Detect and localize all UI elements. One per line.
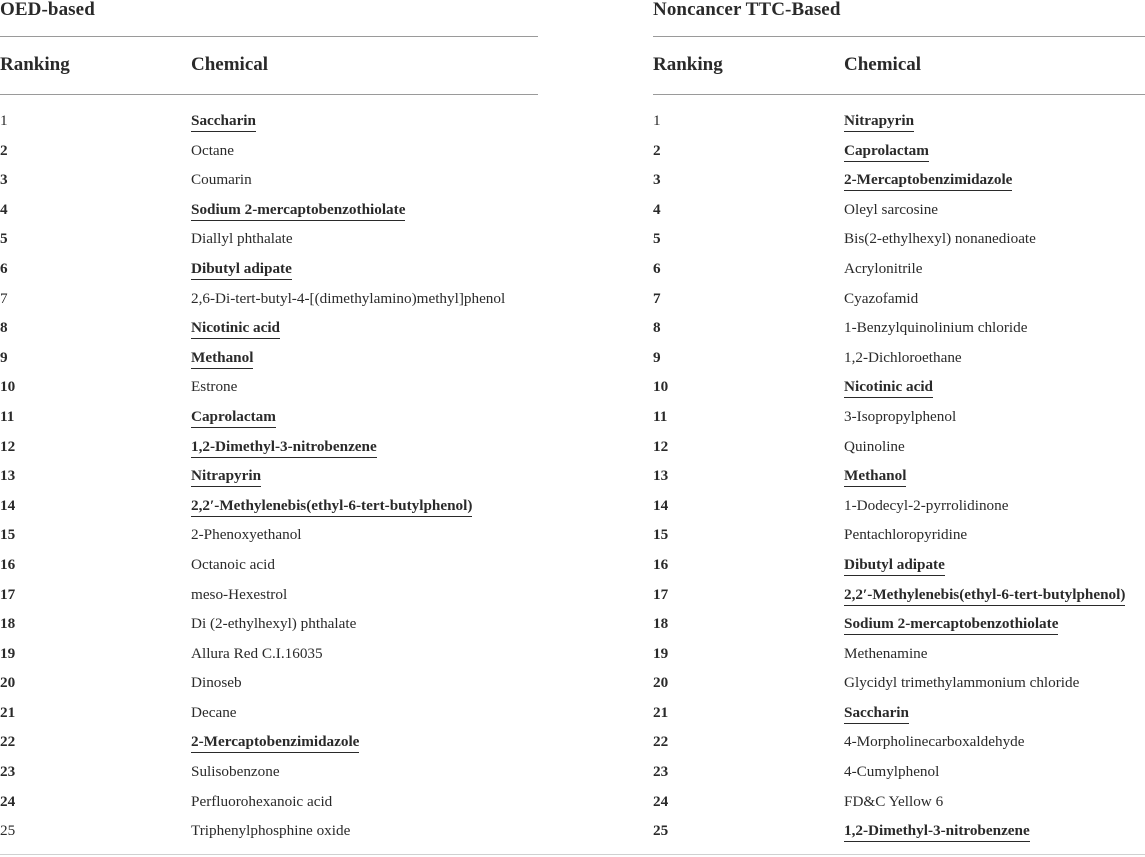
table-row bbox=[0, 610, 538, 640]
chemical-cell: Saccharin bbox=[844, 704, 909, 724]
chemical-cell: Caprolactam bbox=[191, 408, 276, 428]
rank-cell: 7 bbox=[653, 289, 661, 307]
chemical-cell: Nitrapyrin bbox=[844, 112, 914, 132]
rank-cell: 5 bbox=[653, 230, 661, 248]
chemical-cell: 1-Benzylquinolinium chloride bbox=[844, 319, 1028, 337]
chemical-cell: Perfluorohexanoic acid bbox=[191, 792, 333, 810]
chemical-cell: Sulisobenzone bbox=[191, 763, 280, 781]
table-row bbox=[653, 255, 1145, 285]
title-divider bbox=[653, 36, 1145, 37]
chemical-cell: 2-Mercaptobenzimidazole bbox=[844, 171, 1012, 191]
chemical-cell: 1,2-Dimethyl-3-nitrobenzene bbox=[844, 822, 1030, 842]
table-row bbox=[653, 521, 1145, 551]
rank-cell: 24 bbox=[0, 792, 16, 810]
chemical-cell: Glycidyl trimethylammonium chloride bbox=[844, 674, 1080, 692]
chemical-cell: Di (2-ethylhexyl) phthalate bbox=[191, 615, 357, 633]
rank-cell: 5 bbox=[0, 230, 8, 248]
rank-cell: 25 bbox=[0, 822, 16, 840]
chemical-cell: Caprolactam bbox=[844, 142, 929, 162]
rank-cell: 6 bbox=[653, 259, 661, 277]
table-row bbox=[653, 669, 1145, 699]
rank-cell: 8 bbox=[0, 319, 8, 337]
chemical-cell: Dibutyl adipate bbox=[191, 260, 292, 280]
table-row bbox=[0, 817, 538, 847]
rank-cell: 20 bbox=[0, 674, 16, 692]
chemical-cell: 2-Phenoxyethanol bbox=[191, 526, 302, 544]
table-row bbox=[0, 640, 538, 670]
chemical-cell: Oleyl sarcosine bbox=[844, 200, 939, 218]
chemical-cell: Dibutyl adipate bbox=[844, 556, 945, 576]
chemical-cell: Cyazofamid bbox=[844, 289, 919, 307]
chemical-cell: Coumarin bbox=[191, 171, 252, 189]
table-row bbox=[653, 699, 1145, 729]
rank-cell: 20 bbox=[653, 674, 669, 692]
table-row bbox=[0, 758, 538, 788]
table-row bbox=[653, 196, 1145, 226]
rank-cell: 16 bbox=[653, 555, 669, 573]
column-header-ranking: Ranking bbox=[0, 54, 70, 75]
table-row bbox=[0, 699, 538, 729]
chemical-cell: 4-Cumylphenol bbox=[844, 763, 940, 781]
table-row bbox=[0, 581, 538, 611]
chemical-cell: 2-Mercaptobenzimidazole bbox=[191, 733, 359, 753]
column-header-ranking: Ranking bbox=[653, 54, 723, 75]
table-row bbox=[0, 551, 538, 581]
rank-cell: 7 bbox=[0, 289, 8, 307]
table-row bbox=[0, 403, 538, 433]
chemical-cell: Octane bbox=[191, 141, 235, 159]
table-row bbox=[0, 728, 538, 758]
title-divider bbox=[0, 36, 538, 37]
section-title-ttc: Noncancer TTC-Based bbox=[653, 0, 841, 20]
table-row bbox=[653, 581, 1145, 611]
section-title-oed: OED-based bbox=[0, 0, 95, 20]
rank-cell: 1 bbox=[0, 112, 8, 129]
rank-cell: 18 bbox=[0, 615, 16, 633]
rank-cell: 10 bbox=[0, 378, 16, 396]
rank-cell: 11 bbox=[653, 407, 668, 425]
table-row bbox=[0, 314, 538, 344]
table-row bbox=[653, 314, 1145, 344]
chemical-cell: Sodium 2-mercaptobenzothiolate bbox=[844, 615, 1058, 635]
rank-cell: 8 bbox=[653, 319, 661, 337]
rank-cell: 13 bbox=[653, 467, 669, 485]
table-row bbox=[653, 758, 1145, 788]
chemical-cell: Estrone bbox=[191, 378, 238, 396]
chemical-cell: Methanol bbox=[844, 467, 906, 487]
rank-cell: 11 bbox=[0, 407, 15, 425]
table-row bbox=[653, 166, 1145, 196]
table-row bbox=[653, 285, 1145, 315]
table-row bbox=[0, 107, 538, 137]
rank-cell: 17 bbox=[653, 585, 669, 603]
table-row bbox=[653, 373, 1145, 403]
table-row bbox=[653, 610, 1145, 640]
table-row bbox=[653, 107, 1145, 137]
rank-cell: 19 bbox=[653, 644, 669, 662]
chemical-cell: 1,2-Dichloroethane bbox=[844, 348, 962, 366]
chemical-cell: Octanoic acid bbox=[191, 555, 275, 573]
column-header-chemical: Chemical bbox=[844, 54, 922, 75]
table-row bbox=[0, 137, 538, 167]
table-row bbox=[653, 492, 1145, 522]
table-bottom-divider bbox=[0, 854, 1145, 855]
table-row bbox=[653, 137, 1145, 167]
rank-cell: 4 bbox=[653, 200, 661, 218]
chemical-cell: Pentachloropyridine bbox=[844, 526, 968, 544]
rank-cell: 3 bbox=[0, 171, 8, 189]
rank-cell: 9 bbox=[0, 348, 8, 366]
chemical-cell: Methenamine bbox=[844, 644, 928, 662]
table-row bbox=[0, 166, 538, 196]
ranking-table-body bbox=[653, 107, 1145, 847]
table-row bbox=[653, 551, 1145, 581]
rank-cell: 23 bbox=[653, 763, 669, 781]
chemical-cell: Decane bbox=[191, 703, 237, 721]
chemical-cell: Allura Red C.I.16035 bbox=[191, 644, 323, 662]
chemical-cell: 2,6-Di-tert-butyl-4-[(dimethylamino)methyl]phenol bbox=[191, 289, 506, 307]
table-row bbox=[0, 285, 538, 315]
chemical-cell: Saccharin bbox=[191, 112, 256, 132]
table-row bbox=[0, 521, 538, 551]
chemical-cell: Diallyl phthalate bbox=[191, 230, 293, 248]
table-row bbox=[0, 255, 538, 285]
chemical-cell: FD&C Yellow 6 bbox=[844, 792, 944, 810]
chemical-cell: 1-Dodecyl-2-pyrrolidinone bbox=[844, 496, 1009, 514]
chemical-cell: 3-Isopropylphenol bbox=[844, 407, 957, 425]
rank-cell: 6 bbox=[0, 259, 8, 277]
table-row bbox=[0, 196, 538, 226]
rank-cell: 21 bbox=[653, 703, 669, 721]
chemical-cell: Acrylonitrile bbox=[844, 259, 923, 277]
rank-cell: 25 bbox=[653, 822, 669, 840]
table-row bbox=[653, 817, 1145, 847]
table-row bbox=[0, 225, 538, 255]
ranking-table-body bbox=[0, 107, 538, 847]
rank-cell: 10 bbox=[653, 378, 669, 396]
table-row bbox=[653, 433, 1145, 463]
table-row bbox=[0, 344, 538, 374]
chemical-cell: Triphenylphosphine oxide bbox=[191, 822, 351, 840]
chemical-cell: Bis(2-ethylhexyl) nonanedioate bbox=[844, 230, 1036, 248]
rank-cell: 14 bbox=[0, 496, 16, 514]
table-row bbox=[0, 462, 538, 492]
chemical-cell: Nicotinic acid bbox=[191, 319, 280, 339]
rank-cell: 3 bbox=[653, 171, 661, 189]
chemical-cell: Dinoseb bbox=[191, 674, 242, 692]
table-row bbox=[653, 225, 1145, 255]
chemical-cell: meso-Hexestrol bbox=[191, 585, 288, 603]
table-row bbox=[0, 669, 538, 699]
chemical-cell: 2,2′-Methylenebis(ethyl-6-tert-butylphenol) bbox=[191, 497, 472, 517]
rank-cell: 13 bbox=[0, 467, 16, 485]
rank-cell: 24 bbox=[653, 792, 669, 810]
rank-cell: 22 bbox=[653, 733, 669, 751]
rank-cell: 18 bbox=[653, 615, 669, 633]
rank-cell: 23 bbox=[0, 763, 16, 781]
chemical-cell: Nitrapyrin bbox=[191, 467, 261, 487]
rank-cell: 12 bbox=[653, 437, 669, 455]
column-header-chemical: Chemical bbox=[191, 54, 269, 75]
table-row bbox=[653, 344, 1145, 374]
rank-cell: 2 bbox=[0, 141, 8, 159]
rank-cell: 2 bbox=[653, 141, 661, 159]
table-row bbox=[653, 462, 1145, 492]
table-row bbox=[653, 403, 1145, 433]
table-row bbox=[0, 373, 538, 403]
table-row bbox=[653, 728, 1145, 758]
rank-cell: 4 bbox=[0, 200, 8, 218]
table-row bbox=[653, 640, 1145, 670]
rank-cell: 15 bbox=[653, 526, 669, 544]
rank-cell: 19 bbox=[0, 644, 16, 662]
chemical-cell: Methanol bbox=[191, 349, 253, 369]
rank-cell: 16 bbox=[0, 555, 16, 573]
header-divider bbox=[0, 94, 538, 95]
table-row bbox=[0, 433, 538, 463]
chemical-cell: Nicotinic acid bbox=[844, 378, 933, 398]
table-row bbox=[0, 788, 538, 818]
rank-cell: 21 bbox=[0, 703, 16, 721]
chemical-cell: 4-Morpholinecarboxaldehyde bbox=[844, 733, 1025, 751]
chemical-cell: Quinoline bbox=[844, 437, 905, 455]
rank-cell: 14 bbox=[653, 496, 669, 514]
chemical-cell: 1,2-Dimethyl-3-nitrobenzene bbox=[191, 438, 377, 458]
table-row bbox=[0, 492, 538, 522]
chemical-cell: Sodium 2-mercaptobenzothiolate bbox=[191, 201, 405, 221]
rank-cell: 17 bbox=[0, 585, 16, 603]
rank-cell: 22 bbox=[0, 733, 16, 751]
chemical-cell: 2,2′-Methylenebis(ethyl-6-tert-butylphenol) bbox=[844, 586, 1125, 606]
rank-cell: 1 bbox=[653, 112, 661, 129]
header-divider bbox=[653, 94, 1145, 95]
rank-cell: 12 bbox=[0, 437, 16, 455]
table-row bbox=[653, 788, 1145, 818]
rank-cell: 15 bbox=[0, 526, 16, 544]
rank-cell: 9 bbox=[653, 348, 661, 366]
